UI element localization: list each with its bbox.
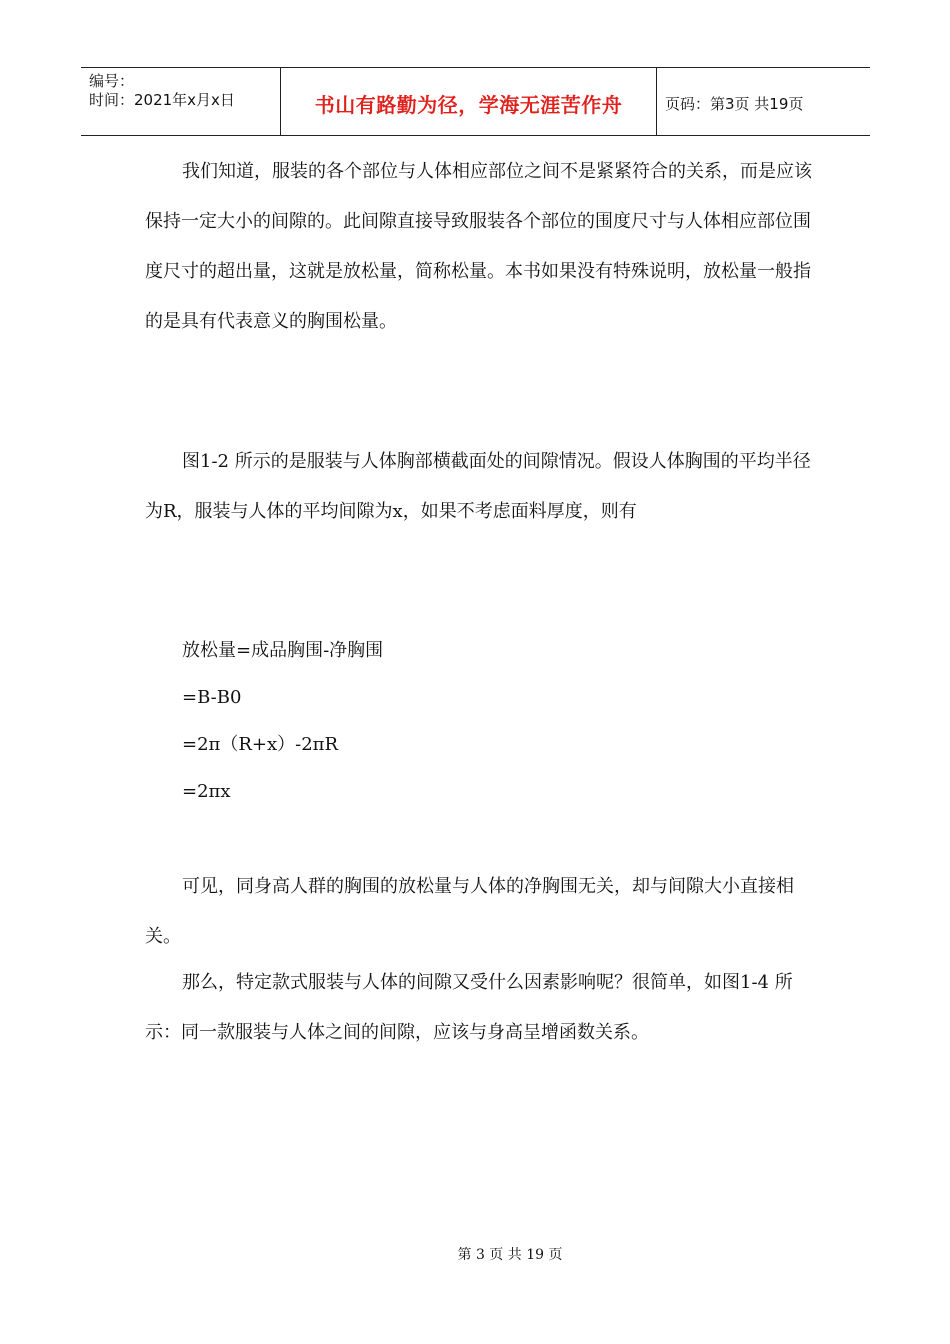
document-header — [81, 67, 870, 136]
header-motto-cell — [281, 68, 657, 135]
formula-line-1: 放松量=成品胸围-净胸围 — [182, 640, 384, 661]
page-footer: 第 3 页 共 19 页 — [457, 1247, 563, 1263]
formula-line-3: =2π（R+x）-2πR — [182, 734, 339, 755]
header-motto: 书山有路勤为径，学海无涯苦作舟 — [314, 93, 623, 117]
paragraph-ease-definition: 我们知道，服装的各个部位与人体相应部位之间不是紧紧符合的关系，而是应该保持一定大小的间隙的。此间隙直接导致服装各个部位的围度尺寸与人体相应部位围度尺寸的超出量，这就是放松量，简称松量。本书如果没有特殊说明，放松量一般指的是具有代表意义的胸围松量。 — [145, 161, 812, 332]
header-page-info: 页码：第3页 共19页 — [665, 95, 804, 113]
paragraph-figure-1-4: 那么，特定款式服装与人体的间隙又受什么因素影响呢？很简单，如图1-4 所示：同一款服装与人体之间的间隙，应该与身高呈增函数关系。 — [145, 972, 793, 1043]
header-meta — [81, 68, 281, 135]
paragraph-figure-1-2: 图1-2 所示的是服装与人体胸部横截面处的间隙情况。假设人体胸围的平均半径为R，服装与人体的平均间隙为x，如果不考虑面料厚度，则有 — [145, 451, 811, 522]
header-date-label: 时间：2021年x月x日 — [89, 91, 235, 109]
formula-line-4: =2πx — [182, 781, 231, 802]
header-page-cell — [657, 68, 870, 135]
formula-line-2: =B-B0 — [182, 687, 242, 708]
paragraph-conclusion: 可见，同身高人群的胸围的放松量与人体的净胸围无关，却与间隙大小直接相关。 — [145, 876, 794, 947]
header-number-label: 编号： — [89, 72, 135, 90]
